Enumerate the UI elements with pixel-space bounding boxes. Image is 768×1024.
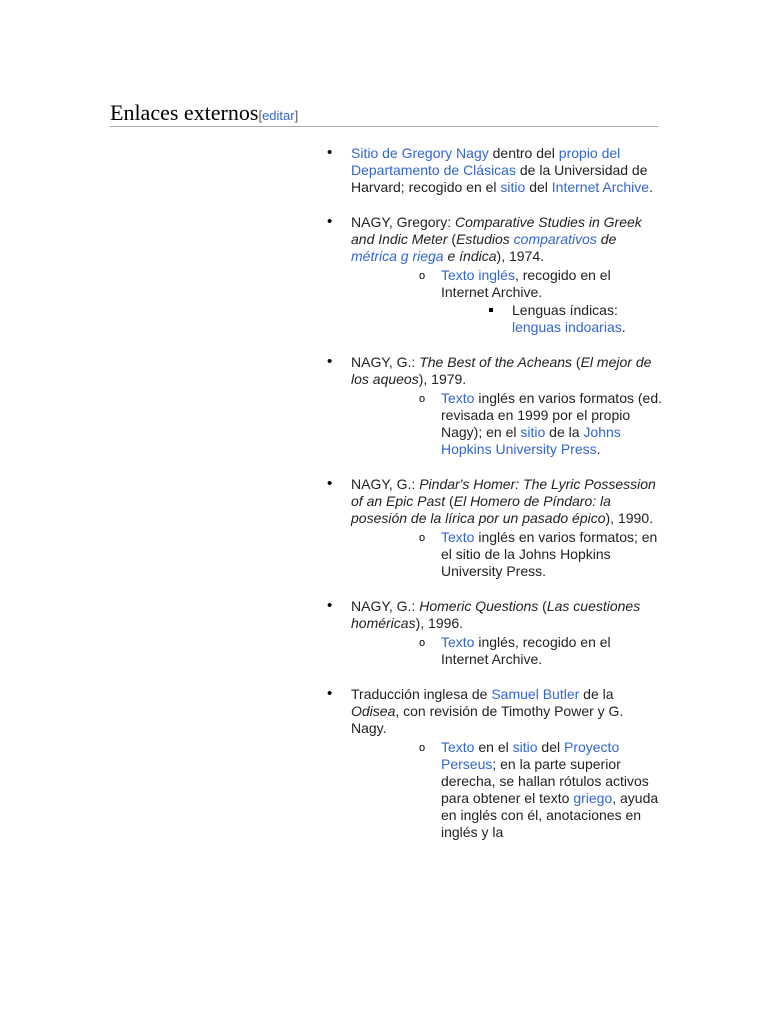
item-text: NAGY, Gregory: (351, 214, 456, 230)
edit-bracket-close: ] (294, 108, 299, 123)
book-title: Odisea (351, 703, 396, 719)
site-link[interactable]: sitio (512, 739, 538, 755)
item-text: del (525, 179, 552, 195)
item-text: inglés en varios formatos; en el sitio de la Johns Hopkins University Press. (441, 529, 658, 579)
classics-department-link[interactable]: propio del Departamento de Clásicas (351, 145, 621, 178)
item-text: ), 1974. (496, 248, 545, 264)
edit-link[interactable]: editar (262, 108, 295, 123)
sub-sub-list-item (512, 302, 662, 336)
item-text: ( (445, 493, 454, 509)
list-item (332, 686, 662, 841)
ingles-link[interactable]: inglés (478, 267, 515, 283)
book-title-translation: El mejor de los aqueos (351, 354, 652, 387)
texto-link[interactable]: Texto (441, 739, 475, 755)
external-links-list (332, 145, 662, 859)
sub-list-item (422, 390, 662, 458)
texto-link[interactable]: Texto (441, 529, 475, 545)
comparativos-link[interactable]: comparativos (513, 231, 597, 247)
book-title-translation: de (596, 231, 617, 247)
item-text: ), 1990. (605, 510, 653, 526)
item-text: dentro del (488, 145, 559, 161)
item-text: ), 1979. (418, 371, 467, 387)
book-title-translation: Las cuestiones homéricas (351, 598, 641, 631)
item-text: . (649, 179, 653, 195)
item-text: inglés, recogido en el Internet Archive. (441, 634, 611, 667)
griego-link[interactable]: griego (573, 790, 613, 806)
list-item (332, 145, 662, 196)
list-item (332, 476, 662, 580)
item-text: , ayuda en inglés con él, anotaciones en inglés y la (441, 790, 659, 840)
item-text: en el (474, 739, 513, 755)
texto-link[interactable]: Texto (441, 634, 475, 650)
book-title-translation: Estudios (456, 231, 514, 247)
johns-hopkins-press-link[interactable]: Johns Hopkins University Press (441, 424, 621, 457)
gregory-nagy-site-link[interactable]: Sitio de Gregory Nagy (351, 145, 489, 161)
item-text: NAGY, G.: (351, 476, 420, 492)
samuel-butler-link[interactable]: Samuel Butler (491, 686, 580, 702)
sub-list-item (422, 267, 662, 336)
metrica-griega-link[interactable]: métrica g riega (351, 248, 444, 264)
item-text: ( (572, 354, 581, 370)
book-title: The Best of the Acheans (419, 354, 573, 370)
item-text: Lenguas índicas: (512, 302, 618, 318)
item-text: , recogido en el Internet Archive. (441, 267, 611, 300)
lenguas-indoarias-link[interactable]: lenguas indoarias (512, 319, 622, 335)
item-text: de la Universidad de Harvard; recogido en el (351, 162, 648, 195)
site-link[interactable]: sitio (520, 424, 546, 440)
site-link[interactable]: sitio (500, 179, 526, 195)
section-heading (110, 100, 658, 127)
item-text: NAGY, G.: (351, 354, 420, 370)
item-text: ), 1996. (415, 615, 464, 631)
proyecto-perseus-link[interactable]: Proyecto Perseus (441, 739, 620, 772)
sub-list-item (422, 634, 662, 668)
book-title: Homeric Questions (419, 598, 539, 614)
item-text: del (537, 739, 564, 755)
edit-section (258, 108, 298, 123)
edit-bracket-open: [ (258, 108, 263, 123)
internet-archive-link[interactable]: Internet Archive (551, 179, 650, 195)
section-title: Enlaces externos (110, 100, 259, 125)
sub-list-item (422, 529, 662, 580)
texto-link[interactable]: Texto (441, 390, 475, 406)
sub-list-item (422, 739, 662, 841)
item-text: ( (447, 231, 457, 247)
texto-link[interactable]: Texto (441, 267, 475, 283)
item-text: . (621, 319, 626, 335)
list-item (332, 214, 662, 336)
item-text: ; en la parte superior derecha, se hallan rótulos activos para obtener el texto (441, 756, 649, 806)
book-title-translation: El Homero de Píndaro: la posesión de la lírica por un pasado épico (351, 493, 611, 526)
item-text: . (596, 441, 601, 457)
item-text: , con revisión de Timothy Power y G. Nagy. (351, 703, 624, 736)
list-item (332, 598, 662, 668)
item-text: de la (545, 424, 584, 440)
book-title-translation: e índica (443, 248, 497, 264)
item-text: inglés en varios formatos (ed. revisada en 1999 por el propio Nagy); en el (441, 390, 662, 440)
item-text: NAGY, G.: (351, 598, 420, 614)
item-text: Traducción inglesa de (351, 686, 492, 702)
item-text: ( (538, 598, 547, 614)
list-item (332, 354, 662, 458)
item-text: de la (579, 686, 614, 702)
book-title: Comparative Studies in Greek and Indic Meter (351, 214, 642, 247)
book-title: Pindar's Homer: The Lyric Possession of an Epic Past (351, 476, 656, 509)
